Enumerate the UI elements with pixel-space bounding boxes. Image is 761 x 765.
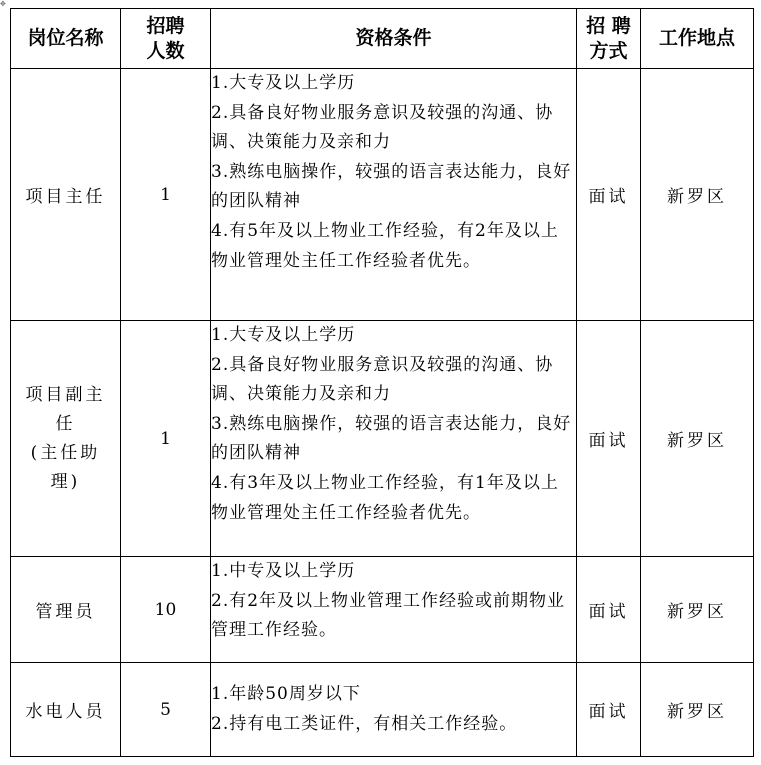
cell-position: 管理员 (11, 557, 121, 663)
table-row (11, 557, 754, 663)
header-position: 岗位名称 (11, 9, 121, 69)
table-row (11, 69, 754, 321)
cell-position: 水电人员 (11, 663, 121, 757)
cell-location: 新罗区 (641, 321, 754, 557)
cell-requirements (211, 69, 577, 321)
requirement-line: 1.大专及以上学历 (211, 325, 356, 345)
position-line: 任 (55, 413, 76, 434)
requirement-line: 1.大专及以上学历 (211, 73, 356, 93)
cell-method: 面试 (577, 557, 641, 663)
position-line: (主任助 (30, 442, 101, 463)
requirement-line: 4.有5年及以上物业工作经验，有2年及以上物业管理处主任工作经验者优先。 (211, 220, 559, 271)
header-row (11, 9, 754, 69)
requirement-line: 3.熟练电脑操作，较强的语言表达能力，良好的团队精神 (211, 161, 572, 212)
table-row (11, 663, 754, 757)
requirement-line: 1.中专及以上学历 (211, 561, 356, 581)
cell-count: 1 (121, 321, 211, 557)
table-move-handle-icon[interactable]: ✥ (0, 0, 6, 8)
header-method (577, 9, 641, 69)
cell-method: 面试 (577, 321, 641, 557)
requirement-line: 2.持有电工类证件，有相关工作经验。 (211, 713, 518, 734)
header-count-line1: 招聘 (146, 14, 185, 37)
cell-location: 新罗区 (641, 557, 754, 663)
requirement-line: 1.年龄50周岁以下 (211, 683, 361, 704)
cell-method: 面试 (577, 69, 641, 321)
position-line: 理) (50, 471, 81, 492)
cell-count: 10 (121, 557, 211, 663)
cell-requirements (211, 557, 577, 663)
cell-location: 新罗区 (641, 663, 754, 757)
cell-location: 新罗区 (641, 69, 754, 321)
header-count-line2: 人数 (146, 39, 185, 62)
header-location: 工作地点 (641, 9, 754, 69)
position-line: 项目副主 (25, 384, 106, 405)
requirement-line: 2.有2年及以上物业管理工作经验或前期物业管理工作经验。 (211, 590, 566, 641)
requirement-line: 2.具备良好物业服务意识及较强的沟通、协调、决策能力及亲和力 (211, 102, 554, 153)
recruitment-table (10, 8, 754, 757)
cell-count: 1 (121, 69, 211, 321)
header-method-line1: 招 聘 (586, 14, 631, 37)
requirement-line: 2.具备良好物业服务意识及较强的沟通、协调、决策能力及亲和力 (211, 354, 554, 405)
cell-requirements (211, 663, 577, 757)
cell-position: 项目主任 (11, 69, 121, 321)
requirement-line: 4.有3年及以上物业工作经验，有1年及以上物业管理处主任工作经验者优先。 (211, 472, 559, 523)
cell-position (11, 321, 121, 557)
header-count (121, 9, 211, 69)
cell-count: 5 (121, 663, 211, 757)
header-requirements: 资格条件 (211, 9, 577, 69)
table-row (11, 321, 754, 557)
cell-requirements (211, 321, 577, 557)
requirement-line: 3.熟练电脑操作，较强的语言表达能力，良好的团队精神 (211, 413, 572, 464)
cell-method: 面试 (577, 663, 641, 757)
header-method-line2: 方式 (589, 39, 628, 62)
